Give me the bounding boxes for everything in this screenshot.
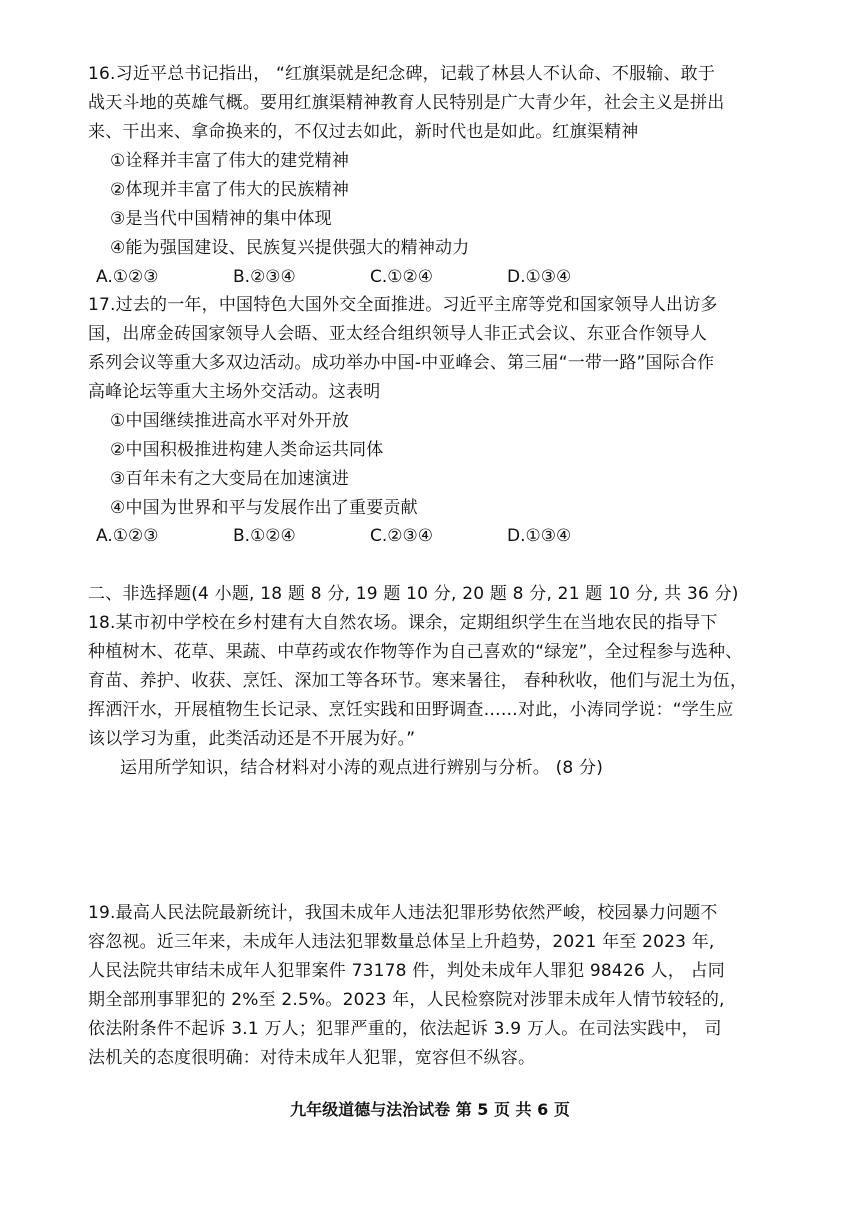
q16-stem-line-2: 战天斗地的英雄气概。要用红旗渠精神教育人民特别是广大青少年，社会主义是拼出 bbox=[88, 93, 725, 113]
q17-stem-line-4: 高峰论坛等重大主场外交活动。这表明 bbox=[88, 382, 381, 402]
q17-stem-line-1: 17.过去的一年，中国特色大国外交全面推进。习近平主席等党和国家领导人出访多 bbox=[88, 295, 718, 315]
q16-option-d: D.①③④ bbox=[507, 267, 572, 287]
q18-stem-line-2: 种植树木、花草、果蔬、中草药或农作物等作为自己喜欢的“绿宠”，全过程参与选种、 bbox=[88, 642, 743, 662]
q17-options bbox=[96, 524, 644, 548]
q17-stem-line-3: 系列会议等重大多双边活动。成功举办中国-中亚峰会、第三届“一带一路”国际合作 bbox=[88, 353, 715, 373]
q17-item-3: ③百年未有之大变局在加速演进 bbox=[110, 469, 350, 489]
q18-stem-line-5: 该以学习为重，此类活动还是不开展为好。” bbox=[88, 729, 416, 749]
q16-item-4: ④能为强国建设、民族复兴提供强大的精神动力 bbox=[110, 238, 470, 258]
q17-option-b: B.①②④ bbox=[233, 526, 296, 546]
q19-stem-line-2: 容忽视。近三年来，未成年人违法犯罪数量总体呈上升趋势，2021 年至 2023 年, bbox=[88, 932, 715, 952]
section2-heading: 二、非选择题(4 小题, 18 题 8 分, 19 题 10 分, 20 题 8 分, 21 题 10 分, 共 36 分) bbox=[88, 584, 739, 604]
q16-item-2: ②体现并丰富了伟大的民族精神 bbox=[110, 180, 350, 200]
q16-stem-line-3: 来、干出来、拿命换来的，不仅过去如此，新时代也是如此。红旗渠精神 bbox=[88, 122, 639, 142]
q18-stem-line-3: 育苗、养护、收获、烹饪、深加工等各环节。寒来暑往， 春种秋收，他们与泥土为伍， bbox=[88, 671, 748, 691]
q19-stem-line-3: 人民法院共审结未成年人犯罪案件 73178 件，判处未成年人罪犯 98426 人， 占同 bbox=[88, 961, 725, 981]
q17-option-a: A.①②③ bbox=[96, 526, 159, 546]
q17-option-c: C.②③④ bbox=[370, 526, 433, 546]
q16-option-c: C.①②④ bbox=[370, 267, 433, 287]
q16-option-a: A.①②③ bbox=[96, 267, 159, 287]
q16-option-b: B.②③④ bbox=[233, 267, 296, 287]
q19-stem-line-6: 法机关的态度很明确：对待未成年人犯罪，宽容但不纵容。 bbox=[88, 1048, 536, 1068]
q18-stem-line-1: 18.某市初中学校在乡村建有大自然农场。课余，定期组织学生在当地农民的指导下 bbox=[88, 613, 718, 633]
q16-item-3: ③是当代中国精神的集中体现 bbox=[110, 209, 332, 229]
q18-prompt: 运用所学知识，结合材料对小涛的观点进行辨别与分析。 (8 分) bbox=[120, 758, 604, 778]
q17-item-4: ④中国为世界和平与发展作出了重要贡献 bbox=[110, 498, 418, 518]
q18-stem-line-4: 挥洒汗水，开展植物生长记录、烹饪实践和田野调查……对此，小涛同学说：“学生应 bbox=[88, 700, 734, 720]
page-footer: 九年级道德与法治试卷 第 5 页 共 6 页 bbox=[290, 1100, 570, 1119]
q17-option-d: D.①③④ bbox=[507, 526, 572, 546]
q19-stem-line-5: 依法附条件不起诉 3.1 万人；犯罪严重的，依法起诉 3.9 万人。在司法实践中， 司 bbox=[88, 1019, 722, 1039]
q19-stem-line-4: 期全部刑事罪犯的 2%至 2.5%。2023 年，人民检察院对涉罪未成年人情节较轻的, bbox=[88, 990, 725, 1010]
q17-item-2: ②中国积极推进构建人类命运共同体 bbox=[110, 440, 384, 460]
q16-stem-line-1: 16.习近平总书记指出， “红旗渠就是纪念碑，记载了林县人不认命、不服输、敢于 bbox=[88, 64, 716, 84]
q19-stem-line-1: 19.最高人民法院最新统计，我国未成年人违法犯罪形势依然严峻，校园暴力问题不 bbox=[88, 903, 718, 923]
q16-item-1: ①诠释并丰富了伟大的建党精神 bbox=[110, 151, 350, 171]
q17-item-1: ①中国继续推进高水平对外开放 bbox=[110, 411, 350, 431]
q17-stem-line-2: 国，出席金砖国家领导人会晤、亚太经合组织领导人非正式会议、东亚合作领导人 bbox=[88, 324, 708, 344]
q16-options bbox=[96, 265, 644, 289]
